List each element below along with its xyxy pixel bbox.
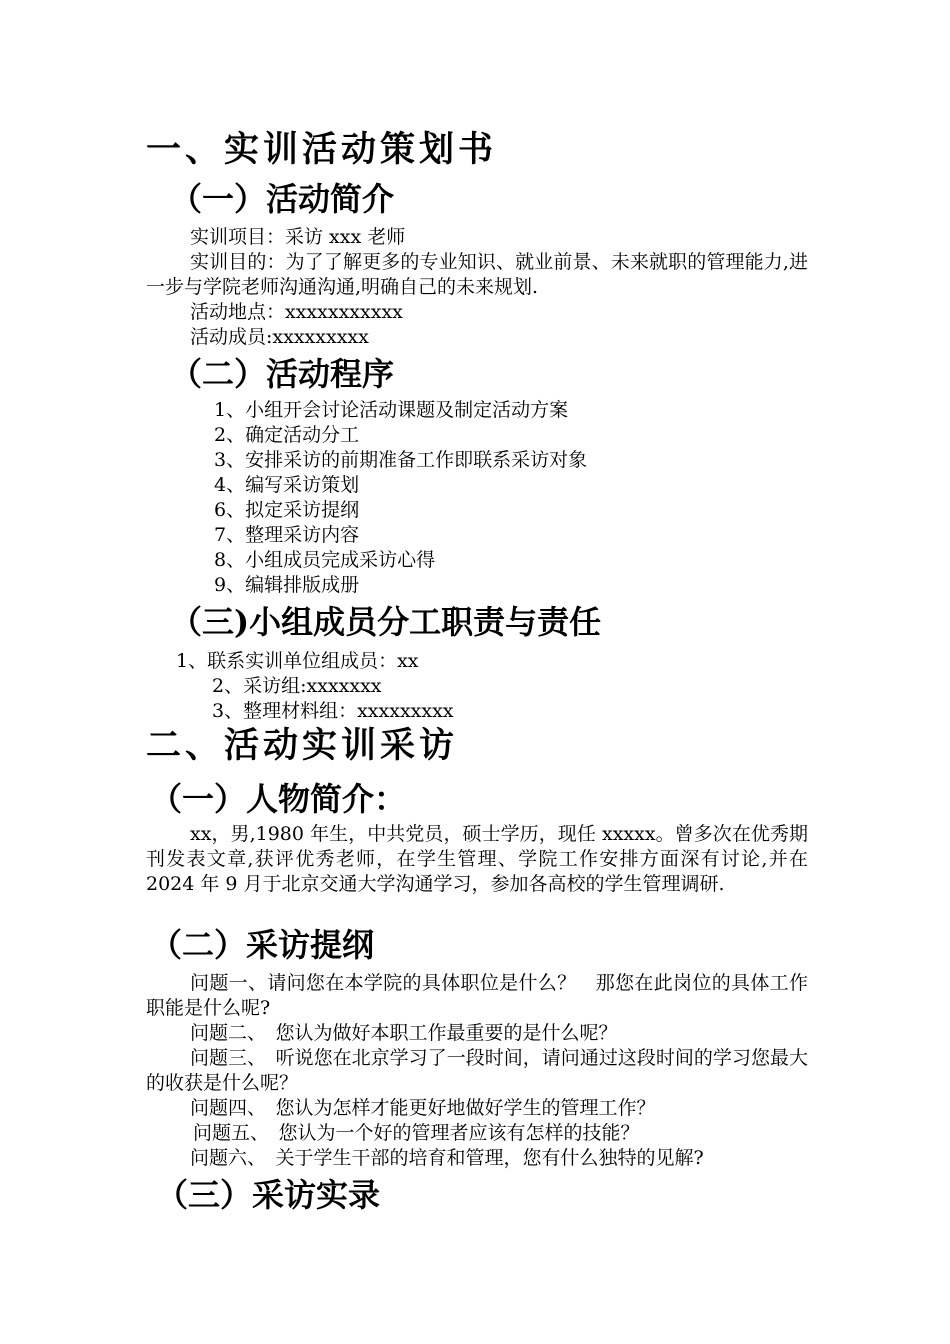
duty-item: 1、联系实训单位组成员：xx — [176, 650, 419, 672]
procedure-step: 1、小组开会讨论活动课题及制定活动方案 — [214, 399, 569, 421]
interview-question-2: 问题二、 您认为做好本职工作最重要的是什么呢？ — [190, 1022, 618, 1044]
activity-location: 活动地点：xxxxxxxxxxx — [190, 301, 403, 323]
heading-interview-outline: （二）采访提纲 — [150, 926, 375, 964]
procedure-step: 4、编写采访策划 — [214, 474, 360, 496]
procedure-step: 3、安排采访的前期准备工作即联系采访对象 — [214, 449, 588, 471]
heading-activity-intro: （一）活动简介 — [170, 180, 395, 218]
duty-item: 2、采访组:xxxxxxx — [212, 675, 382, 697]
procedure-step: 6、拟定采访提纲 — [214, 499, 360, 521]
procedure-step: 9、编辑排版成册 — [214, 574, 360, 596]
procedure-step: 2、确定活动分工 — [214, 424, 360, 446]
activity-members: 活动成员:xxxxxxxxx — [190, 326, 369, 348]
training-project: 实训项目：采访 xxx 老师 — [190, 226, 406, 248]
section-title-interview: 二、活动实训采访 — [146, 725, 459, 766]
heading-activity-procedure: （二）活动程序 — [170, 355, 395, 393]
interview-question-5: 问题五、 您认为一个好的管理者应该有怎样的技能？ — [193, 1122, 640, 1144]
person-profile-text: xx，男,1980 年生，中共党员，硕士学历，现任 xxxxx。曾多次在优秀期刊发表文章,获评优秀老师，在学生管理、学院工作安排方面深有讨论,并在 2024 年 9 月于北京交通大学沟通学习，参加各高校的学生管理调研. — [146, 823, 808, 895]
heading-interview-record: （三）采访实录 — [156, 1176, 381, 1214]
procedure-step: 7、整理采访内容 — [214, 524, 360, 546]
procedure-step: 8、小组成员完成采访心得 — [214, 549, 436, 571]
training-purpose: 实训目的：为了了解更多的专业知识、就业前景、未来就职的管理能力,进一步与学院老师沟通沟通,明确自己的未来规划. — [146, 251, 808, 298]
interview-question-6: 问题六、 关于学生干部的培育和管理，您有什么独特的见解? — [190, 1147, 704, 1169]
duty-item: 3、整理材料组：xxxxxxxxx — [212, 700, 454, 722]
heading-member-duties: （三)小组成员分工职责与责任 — [170, 603, 602, 641]
section-title-planning: 一、实训活动策划书 — [146, 129, 498, 170]
interview-question-3: 问题三、 听说您在北京学习了一段时间，请问通过这段时间的学习您最大的收获是什么呢？ — [146, 1047, 808, 1094]
heading-person-profile: （一）人物简介： — [150, 780, 407, 818]
interview-question-4: 问题四、 您认为怎样才能更好地做好学生的管理工作？ — [190, 1097, 656, 1119]
interview-question-1: 问题一、请问您在本学院的具体职位是什么？ 那您在此岗位的具体工作职能是什么呢? — [146, 972, 808, 1019]
